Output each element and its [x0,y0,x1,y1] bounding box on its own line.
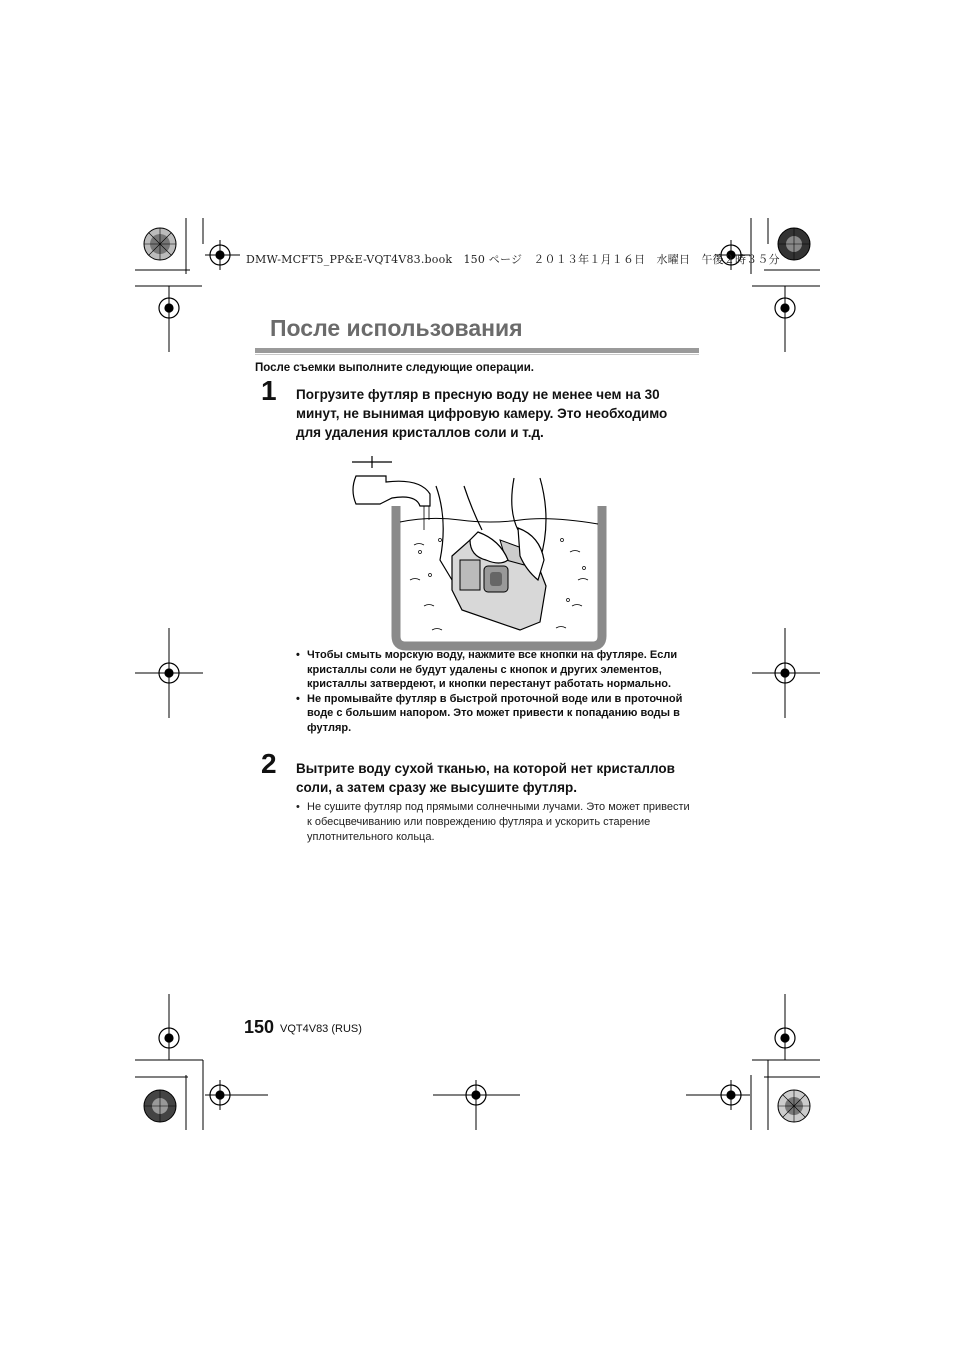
page-number: 150 [244,1017,275,1037]
note-item [296,648,701,692]
bullet-icon: • [296,649,300,661]
note-item [296,800,691,845]
step-2-text: Вытрите воду сухой тканью, на которой нет кристаллов соли, а затем сразу же высушите футляр. [296,761,675,795]
note-text: Не промывайте футляр в быстрой проточной воде или в проточной воде с большим напором. Это может привести к попаданию воды в футляр. [307,692,683,734]
print-header: DMW-MCFT5_PP&E-VQT4V83.book 150 ページ ２０１３年１月１６日 水曜日 午後２時３５分 [246,253,780,266]
note-item [296,692,701,736]
step-2-notes [296,800,691,845]
step-2-number: 2 [261,748,277,779]
step-1-notes [296,648,701,736]
step-1-text: Погрузите футляр в пресную воду не менее чем на 30 минут, не вынимая цифровую камеру. Это необходимо для удаления кристаллов соли и т.д. [296,387,668,440]
page-title: После использования [270,315,523,341]
bullet-icon: • [296,692,300,705]
note-text: Чтобы смыть морскую воду, нажмите все кнопки на футляре. Если кристаллы соли не будут удалены с кнопок и других элементов, кристаллы затвердеют, и кнопки перестанут работать нормально. [307,649,678,691]
doc-code: VQT4V83 (RUS) [280,1023,362,1035]
intro-text: После съемки выполните следующие операции. [255,362,534,374]
note-text: Не сушите футляр под прямыми солнечными лучами. Это может привести к обесцвечиванию или повреждению футляра и ускорить старение уплотнительного кольца. [307,801,690,843]
step-1-number: 1 [261,375,277,406]
bullet-icon: • [296,801,300,813]
